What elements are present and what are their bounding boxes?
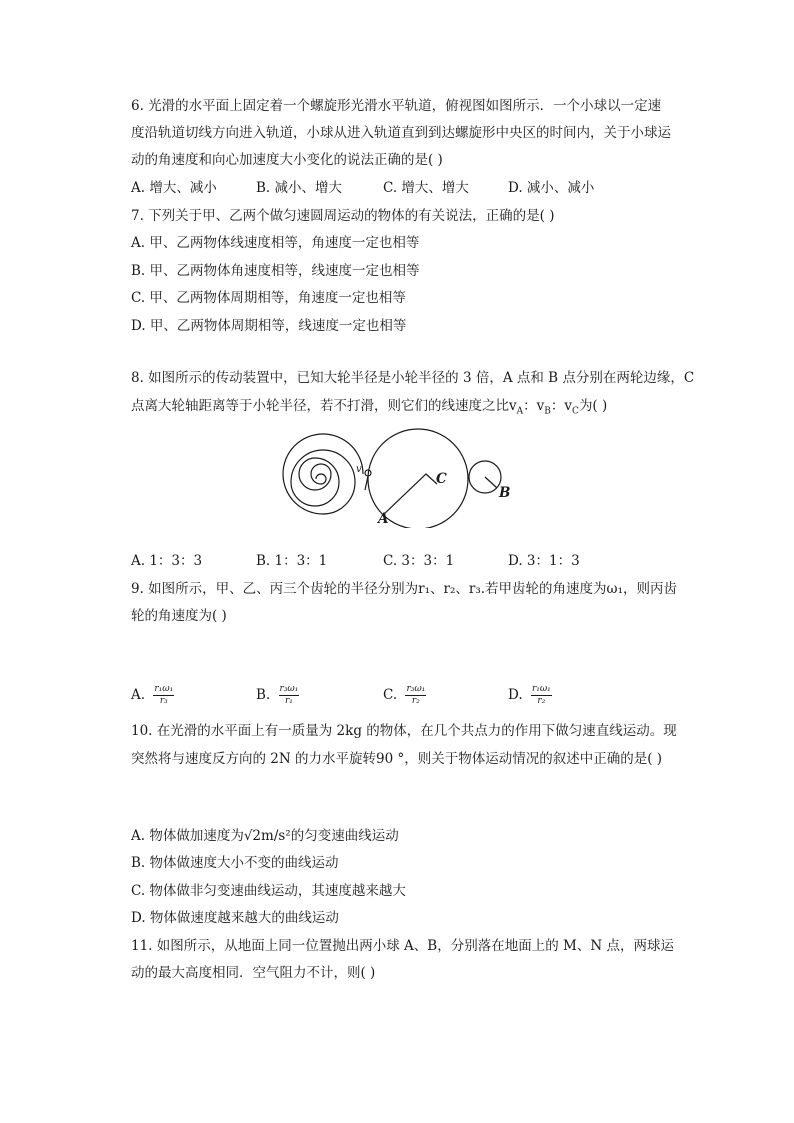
q7-option-b[interactable]: B. 甲、乙两物体角速度相等，线速度一定也相等 bbox=[131, 263, 420, 279]
q10-option-b[interactable]: B. 物体做速度大小不变的曲线运动 bbox=[131, 855, 339, 871]
figure-label-c: C bbox=[436, 471, 447, 487]
figure-label-v: v bbox=[356, 464, 362, 475]
q10-option-a[interactable]: A. 物体做加速度为√2m/s²的匀变速曲线运动 bbox=[131, 828, 399, 844]
spiral-track bbox=[283, 434, 363, 514]
q10-line-1: 10. 在光滑的水平面上有一质量为 2kg 的物体，在几个共点力的作用下做匀速直线运动。现 bbox=[131, 723, 677, 739]
q9-option-d[interactable] bbox=[508, 684, 552, 707]
q8-line-2-text: 点离大轮轴距离等于小轮半径，若不打滑，则它们的线速度之比v bbox=[131, 398, 517, 414]
q9-option-b-label: B. bbox=[256, 687, 271, 703]
q10-option-d[interactable]: D. 物体做速度越来越大的曲线运动 bbox=[131, 910, 339, 926]
q6-line-3: 动的角速度和向心加速度大小变化的说法正确的是( ) bbox=[131, 152, 443, 168]
large-wheel-radius-lines bbox=[382, 474, 437, 516]
q9-option-c-fraction: $\frac{\text{r₃ω₁}}{\text{r₂}}$ bbox=[406, 684, 426, 706]
q7-stem: 7. 下列关于甲、乙两个做匀速圆周运动的物体的有关说法，正确的是( ) bbox=[131, 208, 555, 224]
q8-option-b[interactable]: B. 1：3：1 bbox=[256, 553, 328, 569]
q7-option-a[interactable]: A. 甲、乙两物体线速度相等，角速度一定也相等 bbox=[131, 235, 420, 251]
q7-option-c[interactable]: C. 甲、乙两物体周期相等，角速度一定也相等 bbox=[131, 290, 406, 306]
q9-option-c-label: C. bbox=[383, 687, 398, 703]
q11-line-2: 动的最大高度相同．空气阻力不计，则( ) bbox=[131, 965, 376, 981]
q9-option-b-fraction: $\frac{\text{r₃ω₁}}{\text{r₁}}$ bbox=[279, 684, 299, 706]
q6-option-c[interactable]: C. 增大、增大 bbox=[383, 180, 469, 196]
q9-option-a-label: A. bbox=[131, 687, 146, 703]
q6-line-2: 度沿轨道切线方向进入轨道，小球从进入轨道直到到达螺旋形中央区的时间内，关于小球运 bbox=[131, 125, 671, 141]
q9-line-2: 轮的角速度为( ) bbox=[131, 608, 227, 624]
q10-option-c[interactable]: C. 物体做非匀变速曲线运动，其速度越来越大 bbox=[131, 883, 406, 899]
q9-option-a[interactable] bbox=[131, 684, 174, 707]
q6-line-1: 6. 光滑的水平面上固定着一个螺旋形光滑水平轨道，俯视图如图所示．一个小球以一定速 bbox=[131, 98, 662, 114]
q8-line-1: 8. 如图所示的传动装置中，已知大轮半径是小轮半径的 3 倍，A 点和 B 点分别在两轮边缘，C bbox=[131, 370, 695, 386]
q9-option-c[interactable] bbox=[383, 684, 426, 707]
q9-option-b[interactable] bbox=[256, 684, 299, 707]
q6-option-a[interactable]: A. 增大、减小 bbox=[131, 180, 217, 196]
q10-line-2: 突然将与速度反方向的 2N 的力水平旋转90 °，则关于物体运动情况的叙述中正确的是( ) bbox=[131, 751, 663, 767]
q9-option-d-fraction: $\frac{\text{r₁ω₁}}{\text{r₂}}$ bbox=[531, 684, 551, 706]
q9-line-1: 9. 如图所示，甲、乙、丙三个齿轮的半径分别为r₁、r₂、r₃.若甲齿轮的角速度为ω₁，则丙齿 bbox=[131, 581, 677, 597]
q6-option-d[interactable]: D. 减小、减小 bbox=[508, 180, 595, 196]
small-wheel-radius bbox=[485, 477, 497, 488]
q11-line-1: 11. 如图所示，从地面上同一位置抛出两小球 A、B，分别落在地面上的 M、N 点，两球运 bbox=[131, 938, 674, 954]
q8-option-d[interactable]: D. 3：1：3 bbox=[508, 553, 580, 569]
figure-label-b: B bbox=[499, 485, 511, 501]
q8-option-c[interactable]: C. 3：3：1 bbox=[383, 553, 455, 569]
figure-label-a: A bbox=[378, 511, 389, 527]
q9-option-a-fraction: $\frac{\text{r₁ω₁}}{\text{r₃}}$ bbox=[154, 684, 174, 706]
q6-option-b[interactable]: B. 减小、增大 bbox=[256, 180, 343, 196]
q7-option-d[interactable]: D. 甲、乙两物体周期相等，线速度一定也相等 bbox=[131, 318, 407, 334]
q8-option-a[interactable]: A. 1：3：3 bbox=[131, 553, 203, 569]
q8-line-2: 点离大轮轴距离等于小轮半径，若不打滑，则它们的线速度之比$v_A$：$v_B$：$v_C$为( ) bbox=[131, 398, 608, 417]
velocity-arrow bbox=[365, 476, 368, 490]
q9-option-d-label: D. bbox=[508, 687, 523, 703]
q8-figure bbox=[278, 428, 518, 528]
